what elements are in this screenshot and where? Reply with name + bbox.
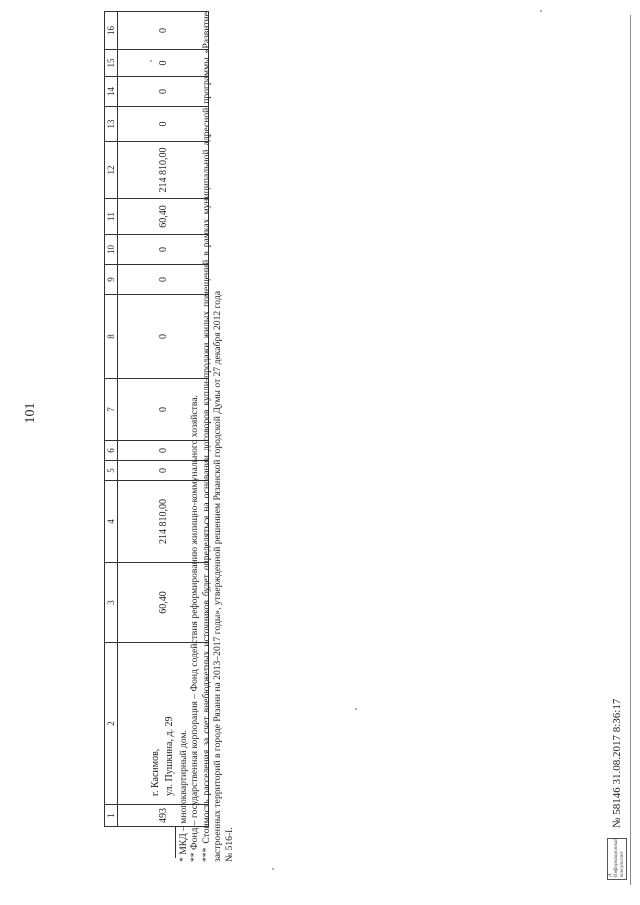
row-number-cell: 493 <box>118 805 209 827</box>
table-cell: 0 <box>118 461 209 481</box>
column-header: 8 <box>105 295 118 379</box>
table-cell: 0 <box>118 50 209 77</box>
column-header: 4 <box>105 481 118 563</box>
column-header: 11 <box>105 199 118 235</box>
column-header: 3 <box>105 563 118 643</box>
column-header: 2 <box>105 643 118 805</box>
table-cell: 0 <box>118 441 209 461</box>
address-street: ул. Пушкина, д. 29 <box>164 716 175 796</box>
footnotes <box>175 12 265 862</box>
scan-speck <box>150 60 152 62</box>
table-cell: 0 <box>118 379 209 441</box>
footnote-1: * МКД – многоквартирный дом. <box>178 730 189 862</box>
logo-line: Информационный <box>614 837 619 877</box>
column-header: 5 <box>105 461 118 481</box>
table-cell: 0 <box>118 77 209 107</box>
column-header: 10 <box>105 235 118 265</box>
table-header-row <box>105 12 118 827</box>
stamp-text: № 58146 31.08.2017 8:36:17 <box>611 698 623 828</box>
footnote-2: ** Фонд – государственная корпорация – Фонд содействия реформированию жилищно-коммунального хозяйства. <box>189 395 201 862</box>
column-header: 13 <box>105 107 118 142</box>
scan-edge-line <box>630 15 631 885</box>
table-cell: 0 <box>118 295 209 379</box>
table-cell: 0 <box>118 265 209 295</box>
table-cell: 0 <box>118 107 209 142</box>
table-cell: 60,40 <box>118 563 209 643</box>
column-header: 16 <box>105 12 118 50</box>
column-header: 9 <box>105 265 118 295</box>
column-header: 15 <box>105 50 118 77</box>
column-header: 7 <box>105 379 118 441</box>
registration-stamp <box>600 570 634 880</box>
scan-speck <box>272 868 274 870</box>
footnote-3-end: № 516-I. <box>223 827 235 862</box>
footnote-divider <box>175 826 176 858</box>
scan-speck <box>540 10 542 12</box>
address-city: г. Касимов, <box>150 748 161 796</box>
column-header: 14 <box>105 77 118 107</box>
data-table-container <box>52 12 175 827</box>
table-cell: 60,40 <box>118 199 209 235</box>
table-cell: 0 <box>118 12 209 50</box>
logo-line: Д <box>608 873 613 877</box>
consultant-logo <box>607 838 627 880</box>
table-cell: 214 810,00 <box>118 481 209 563</box>
table-cell: 0 <box>118 235 209 265</box>
page-number: 101 <box>23 402 38 424</box>
logo-line: консультант <box>620 851 625 877</box>
scan-speck <box>355 708 357 710</box>
column-header: 1 <box>105 805 118 827</box>
footnote-3: *** Стоимость расселения за счет внебюджетных источников будет определяться на основании договоров купли-продажи жилых помещений в рамках муниципальной адресной программы «Развитие застроенных территорий в городе Рязани на 2013–2017 годы», утвержденной решением Рязанской городской Думы от 27 декабря 2012 года <box>200 12 224 862</box>
column-header: 6 <box>105 441 118 461</box>
column-header: 12 <box>105 142 118 199</box>
table-cell: 214 810,00 <box>118 142 209 199</box>
